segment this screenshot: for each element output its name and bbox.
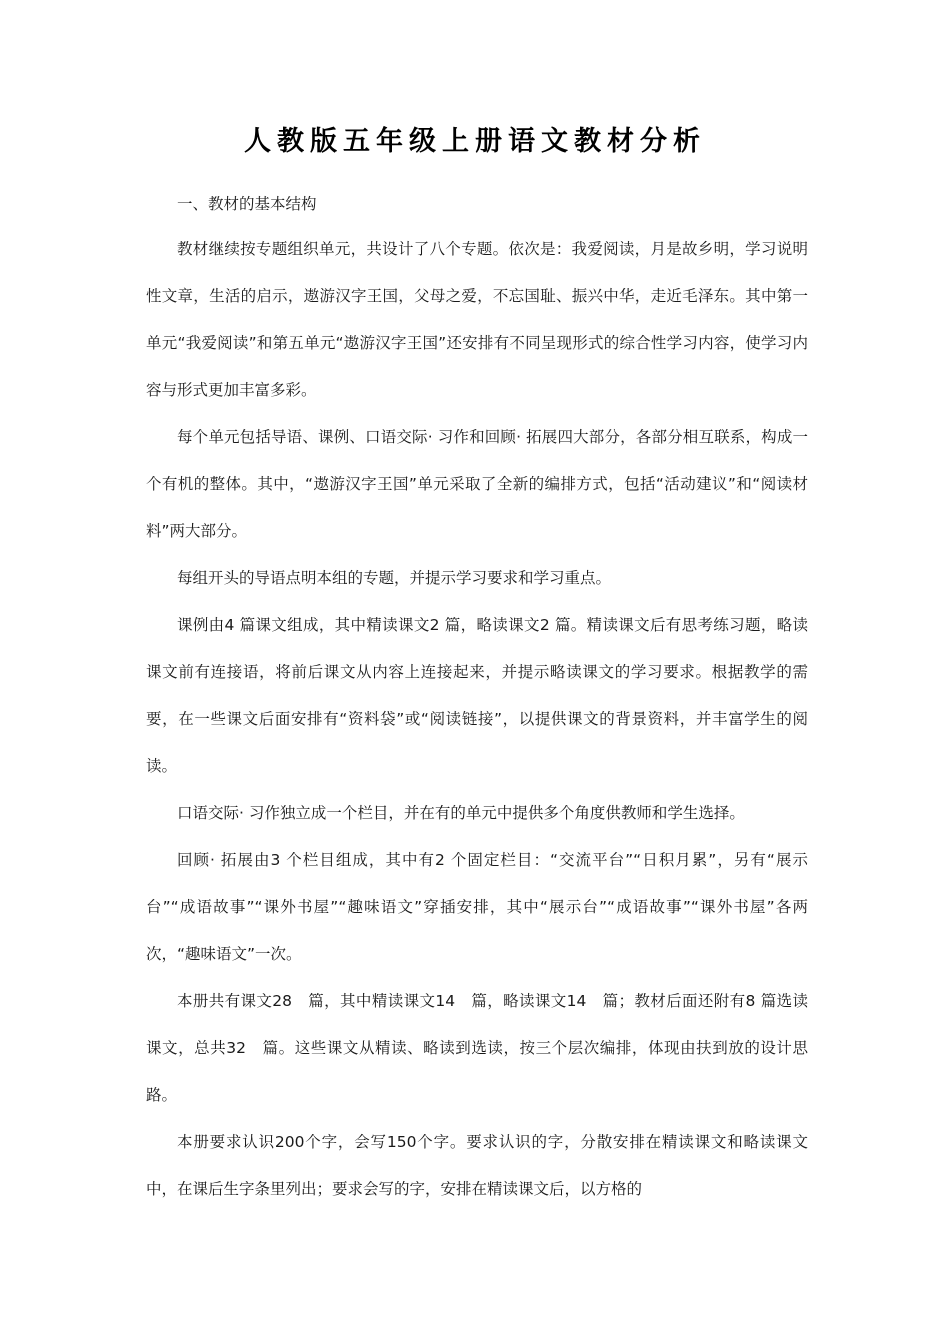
document-title: 人教版五年级上册语文教材分析 (244, 126, 706, 157)
paragraph: 每个单元包括导语、课例、口语交际· 习作和回顾· 拓展四大部分，各部分相互联系，构成一个有机的整体。其中，“遨游汉字王国”单元采取了全新的编排方式，包括“活动建议”和“阅读材料”两大部分。 (146, 428, 808, 540)
paragraph: 回顾· 拓展由3 个栏目组成，其中有2 个固定栏目：“交流平台”“日积月累”，另有“展示台”“成语故事”“课外书屋”“趣味语文”穿插安排，其中“展示台”“成语故事”“课外书屋”各两次，“趣味语文”一次。 (146, 851, 808, 963)
paragraph: 教材继续按专题组织单元，共设计了八个专题。依次是：我爱阅读，月是故乡明，学习说明性文章，生活的启示，遨游汉字王国，父母之爱，不忘国耻、振兴中华，走近毛泽东。其中第一单元“我爱阅读”和第五单元“遨游汉字王国”还安排有不同呈现形式的综合性学习内容，使学习内容与形式更加丰富多彩。 (146, 240, 808, 399)
document-body (146, 188, 808, 1213)
section-heading: 一、教材的基本结构 (177, 195, 317, 213)
paragraph: 课例由4 篇课文组成，其中精读课文2 篇，略读课文2 篇。精读课文后有思考练习题，略读课文前有连接语，将前后课文从内容上连接起来，并提示略读课文的学习要求。根据教学的需要，在一些课文后面安排有“资料袋”或“阅读链接”，以提供课文的背景资料，并丰富学生的阅读。 (146, 616, 808, 775)
paragraph: 本册要求认识200个字，会写150个字。要求认识的字，分散安排在精读课文和略读课文中，在课后生字条里列出；要求会写的字，安排在精读课文后，以方格的 (146, 1133, 808, 1198)
paragraph: 每组开头的导语点明本组的专题，并提示学习要求和学习重点。 (177, 569, 612, 587)
paragraph: 本册共有课文28 篇，其中精读课文14 篇，略读课文14 篇；教材后面还附有8 篇选读课文，总共32 篇。这些课文从精读、略读到选读，按三个层次编排，体现由扶到放的设计思路。 (146, 992, 808, 1104)
paragraph: 口语交际· 习作独立成一个栏目，并在有的单元中提供多个角度供教师和学生选择。 (177, 804, 745, 822)
